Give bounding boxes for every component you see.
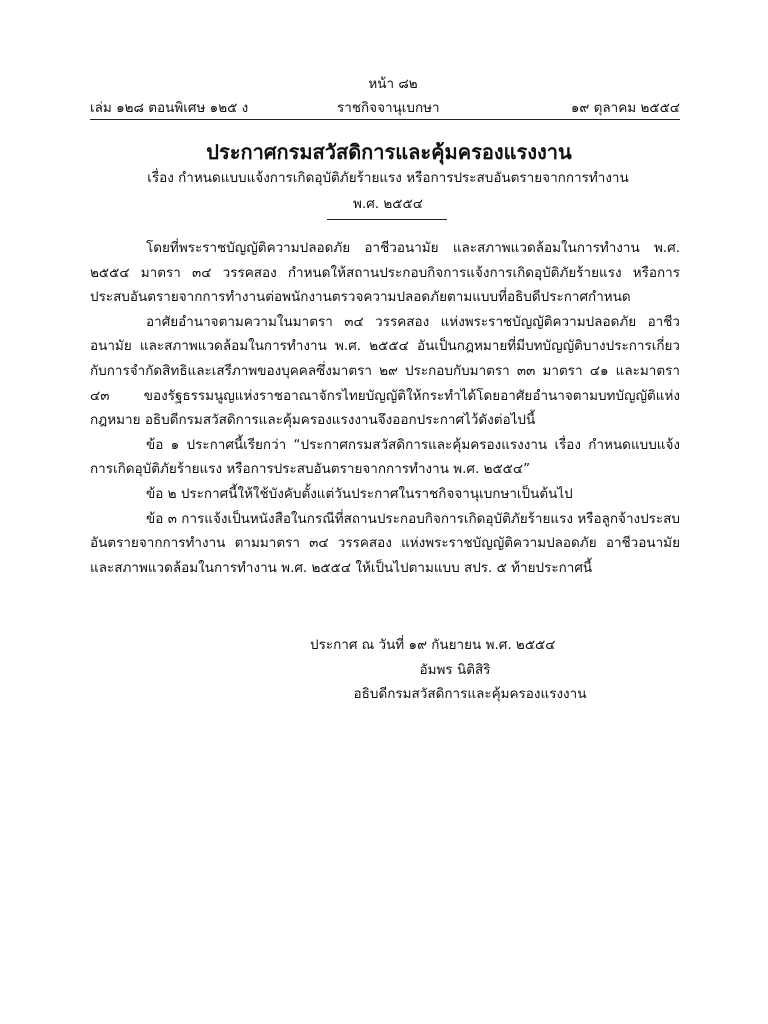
clause-2: ข้อ ๒ ประกาศนี้ให้ใช้บังคับตั้งแต่วันประกาศในราชกิจจานุเบกษาเป็นต้นไป: [146, 485, 573, 502]
publication-date: ๑๙ ตุลาคม ๒๕๕๔: [570, 100, 680, 116]
signature-block: [300, 633, 620, 707]
authority-paragraph: อาศัยอำนาจตามความในมาตรา ๓๔ วรรคสอง แห่งพระราชบัญญัติความปลอดภัย อาชีวอนามัย และสภาพแวดล้อมในการทำงาน พ.ศ. ๒๕๕๔ อันเป็นกฎหมายที่มีบทบัญญัติบางประการเกี่ยวกับการจำกัดสิทธิและเสรีภาพของบุคคลซึ่งมาตรา ๒๙ ประกอบกับมาตรา ๓๓ มาตรา ๔๑ และมาตรา ๔๓ ของรัฐธรรมนูญแห่งราชอาณาจักรไทยบัญญัติให้กระทำได้โดยอาศัยอำนาจตามบทบัญญัติแห่งกฎหมาย อธิบดีกรมสวัสดิการและคุ้มครองแรงงานจึงออกประกาศไว้ดังต่อไปนี้: [90, 313, 680, 429]
signatory-position: อธิบดีกรมสวัสดิการและคุ้มครองแรงงาน: [353, 686, 587, 703]
announcement-date: ประกาศ ณ วันที่ ๑๙ กันยายน พ.ศ. ๒๕๕๔: [310, 637, 556, 653]
gazette-name: ราชกิจจานุเบกษา: [337, 100, 440, 116]
title-divider: [327, 219, 447, 220]
announcement-title: ประกาศกรมสวัสดิการและคุ้มครองแรงงาน: [206, 140, 572, 164]
announcement-year: พ.ศ. ๒๕๕๔: [353, 196, 423, 212]
page-number: หน้า ๘๒: [368, 76, 418, 92]
preamble-paragraph: โดยที่พระราชบัญญัติความปลอดภัย อาชีวอนามัย และสภาพแวดล้อมในการทำงาน พ.ศ. ๒๕๕๔ มาตรา ๓๔ วรรคสอง กำหนดให้สถานประกอบกิจการแจ้งการเกิดอุบัติภัยร้ายแรง หรือการประสบอันตรายจากการทำงานต่อพนักงานตรวจความปลอดภัยตามแบบที่อธิบดีประกาศกำหนด: [90, 240, 680, 306]
announcement-subject: เรื่อง กำหนดแบบแจ้งการเกิดอุบัติภัยร้ายแรง หรือการประสบอันตรายจากการทำงาน: [147, 170, 629, 186]
header-divider: [90, 119, 680, 120]
clause-3: ข้อ ๓ การแจ้งเป็นหนังสือในกรณีที่สถานประกอบกิจการเกิดอุบัติภัยร้ายแรง หรือลูกจ้างประสบอันตรายจากการทำงาน ตามมาตรา ๓๔ วรรคสอง แห่งพระราชบัญญัติความปลอดภัย อาชีวอนามัย และสภาพแวดล้อมในการทำงาน พ.ศ. ๒๕๕๔ ให้เป็นไปตามแบบ สปร. ๕ ท้ายประกาศนี้: [90, 510, 680, 576]
volume-issue: เล่ม ๑๒๘ ตอนพิเศษ ๑๒๕ ง: [90, 100, 249, 116]
signatory-name: อัมพร นิติสิริ: [419, 661, 491, 678]
gazette-header: [90, 96, 680, 116]
clause-1: ข้อ ๑ ประกาศนี้เรียกว่า “ประกาศกรมสวัสดิการและคุ้มครองแรงงาน เรื่อง กำหนดแบบแจ้งการเกิดอุบัติภัยร้ายแรง หรือการประสบอันตรายจากการทำงาน พ.ศ. ๒๕๕๔”: [90, 436, 680, 478]
announcement-body: [90, 236, 680, 580]
